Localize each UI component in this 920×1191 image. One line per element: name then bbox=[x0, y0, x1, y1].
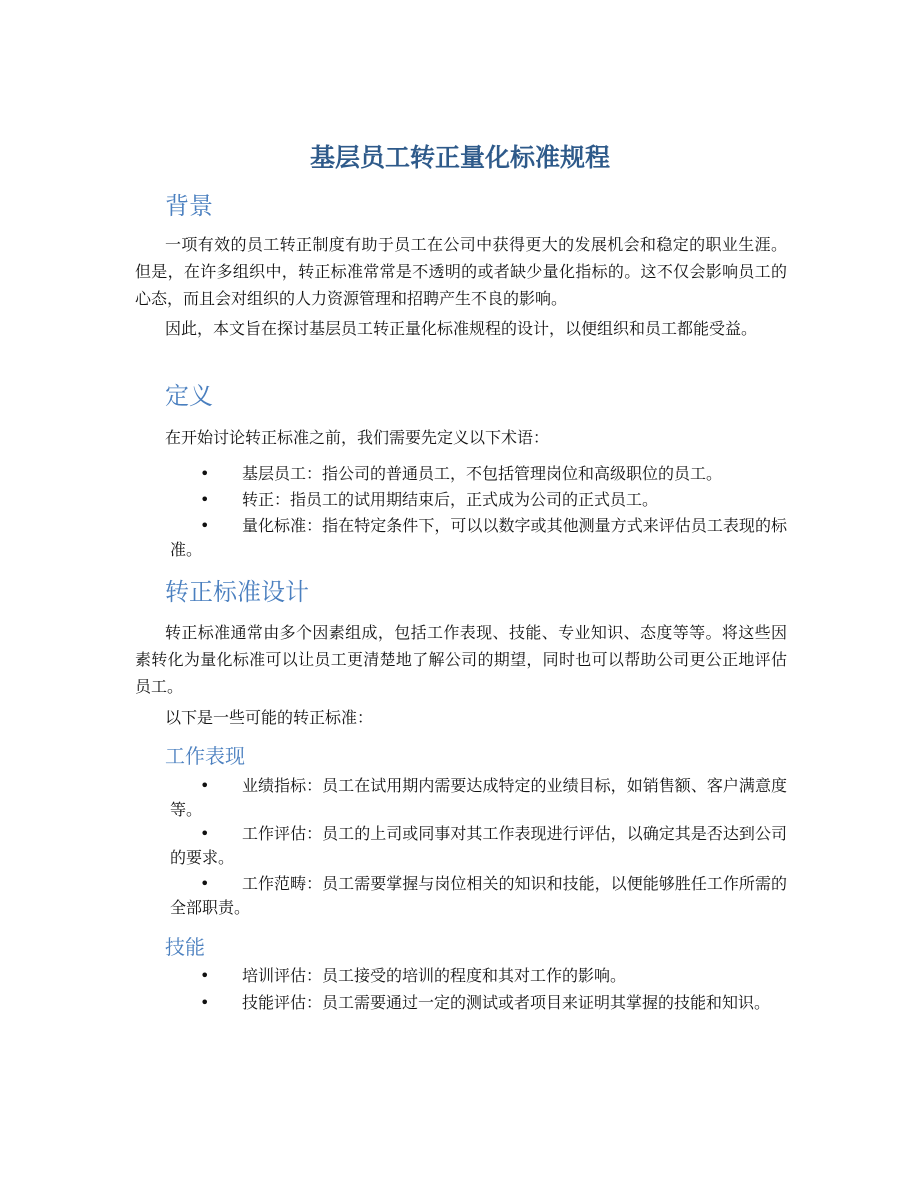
list-item-text: 工作评估：员工的上司或同事对其工作表现进行评估，以确定其是否达到公司的要求。 bbox=[170, 824, 787, 867]
list-item bbox=[170, 462, 787, 486]
bullet-icon: • bbox=[200, 874, 210, 893]
bullet-icon: • bbox=[200, 824, 210, 843]
bullet-icon: • bbox=[200, 490, 210, 509]
heading-definition: 定义 bbox=[165, 382, 213, 410]
bullet-icon: • bbox=[200, 993, 210, 1012]
heading-skills: 技能 bbox=[165, 935, 205, 959]
list-item bbox=[170, 991, 787, 1015]
design-paragraph-2: 以下是一些可能的转正标准： bbox=[165, 708, 374, 727]
list-item bbox=[170, 822, 787, 870]
list-item-text: 转正：指员工的试用期结束后，正式成为公司的正式员工。 bbox=[242, 490, 659, 509]
list-item bbox=[170, 774, 787, 822]
heading-design: 转正标准设计 bbox=[165, 578, 309, 606]
list-item-text: 业绩指标：员工在试用期内需要达成特定的业绩目标，如销售额、客户满意度等。 bbox=[170, 776, 787, 819]
list-item-text: 基层员工：指公司的普通员工，不包括管理岗位和高级职位的员工。 bbox=[242, 464, 723, 483]
document-title: 基层员工转正量化标准规程 bbox=[309, 143, 610, 172]
bullet-icon: • bbox=[200, 776, 210, 795]
list-item bbox=[170, 964, 787, 988]
list-item-text: 技能评估：员工需要通过一定的测试或者项目来证明其掌握的技能和知识。 bbox=[242, 993, 771, 1012]
heading-performance: 工作表现 bbox=[165, 744, 245, 768]
list-item-text: 工作范畴：员工需要掌握与岗位相关的知识和技能，以便能够胜任工作所需的全部职责。 bbox=[170, 874, 787, 917]
list-item bbox=[170, 488, 787, 512]
heading-background: 背景 bbox=[165, 192, 213, 220]
definition-intro: 在开始讨论转正标准之前，我们需要先定义以下术语： bbox=[165, 428, 550, 447]
bullet-icon: • bbox=[200, 516, 210, 535]
background-paragraph-2: 因此，本文旨在探讨基层员工转正量化标准规程的设计，以便组织和员工都能受益。 bbox=[165, 319, 758, 338]
list-item-text: 量化标准：指在特定条件下，可以以数字或其他测量方式来评估员工表现的标准。 bbox=[170, 516, 787, 559]
background-paragraph-1: 一项有效的员工转正制度有助于员工在公司中获得更大的发展机会和稳定的职业生涯。但是，在许多组织中，转正标准常常是不透明的或者缺少量化指标的。这不仅会影响员工的心态，而且会对组织的人力资源管理和招聘产生不良的影响。 bbox=[135, 235, 787, 308]
design-paragraph-1: 转正标准通常由多个因素组成，包括工作表现、技能、专业知识、态度等等。将这些因素转化为量化标准可以让员工更清楚地了解公司的期望，同时也可以帮助公司更公正地评估员工。 bbox=[135, 623, 787, 696]
list-item bbox=[170, 514, 787, 562]
bullet-icon: • bbox=[200, 464, 210, 483]
list-item bbox=[170, 872, 787, 920]
bullet-icon: • bbox=[200, 966, 210, 985]
list-item-text: 培训评估：员工接受的培训的程度和其对工作的影响。 bbox=[242, 966, 627, 985]
